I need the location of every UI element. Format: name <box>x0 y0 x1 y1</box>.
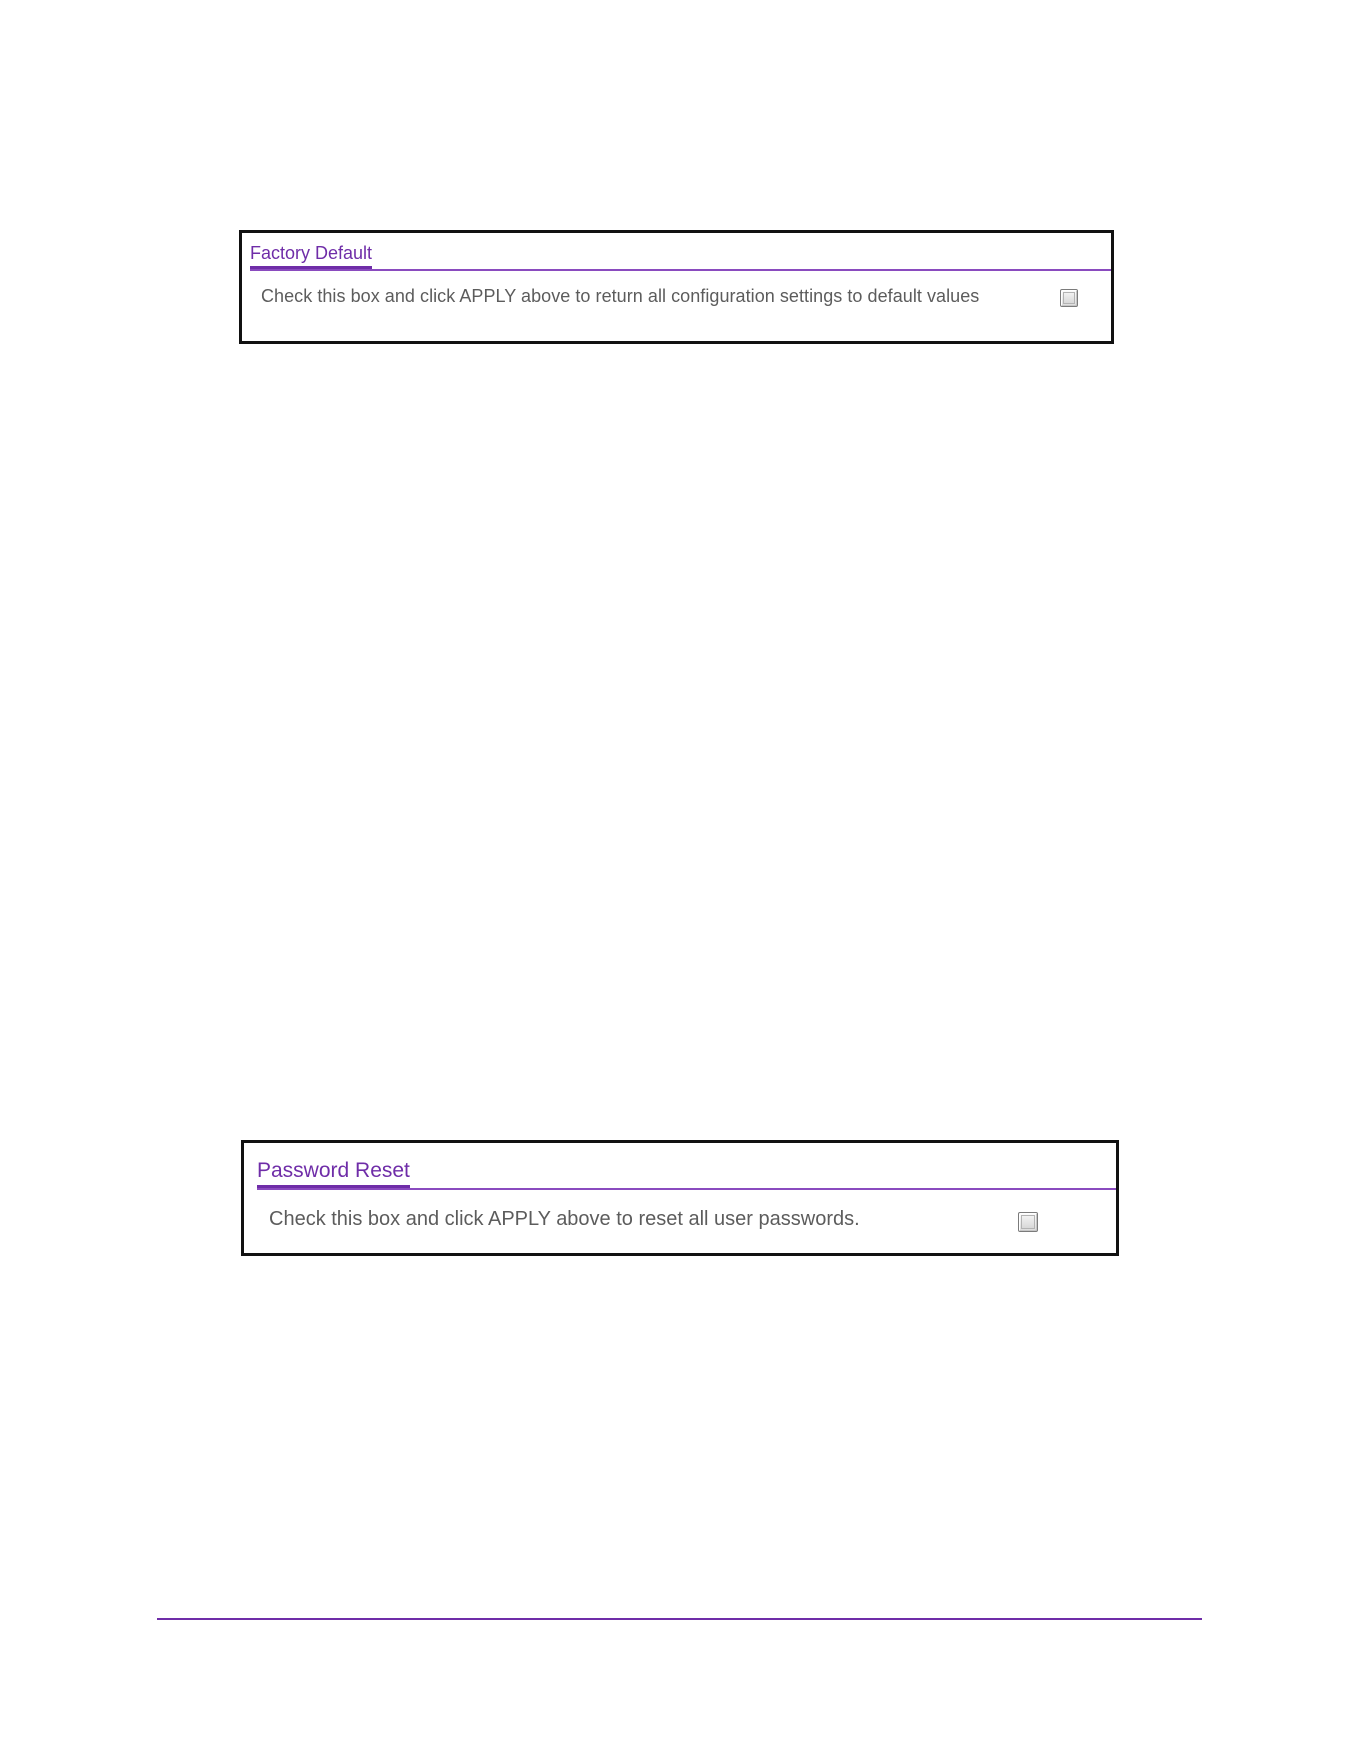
password-reset-checkbox[interactable] <box>1018 1212 1038 1232</box>
password-reset-title: Password Reset <box>257 1160 410 1189</box>
password-reset-instruction: Check this box and click APPLY above to reset all user passwords. <box>269 1208 860 1230</box>
factory-default-instruction: Check this box and click APPLY above to return all configuration settings to default values <box>261 286 980 306</box>
factory-default-title: Factory Default <box>250 244 372 270</box>
factory-default-panel <box>239 230 1114 344</box>
page-footer-divider <box>157 1618 1202 1620</box>
factory-default-divider <box>250 269 1111 271</box>
password-reset-divider <box>257 1188 1116 1190</box>
password-reset-panel <box>241 1140 1119 1256</box>
factory-default-checkbox[interactable] <box>1060 289 1078 307</box>
